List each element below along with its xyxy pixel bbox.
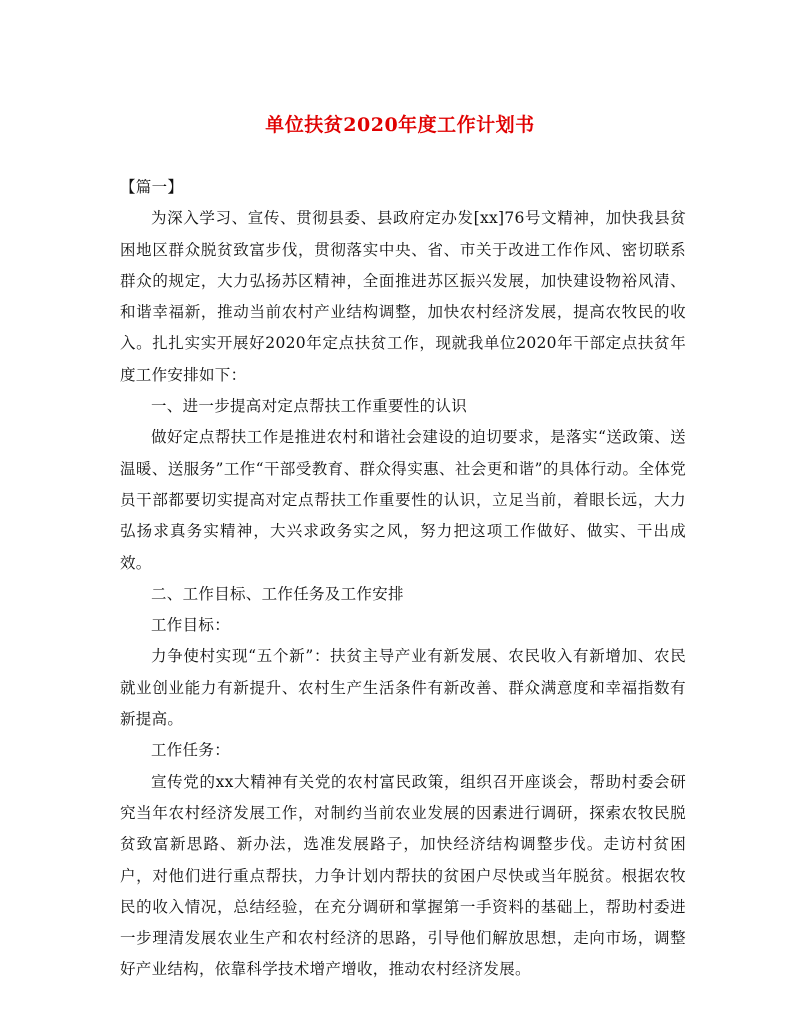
subheading-work-tasks: 工作任务： bbox=[151, 741, 231, 760]
heading-section-one: 一、进一步提高对定点帮扶工作重要性的认识 bbox=[151, 397, 468, 416]
heading-section-two: 二、工作目标、工作任务及工作安排 bbox=[151, 584, 404, 603]
document-body bbox=[120, 172, 686, 986]
paragraph-section-one: 做好定点帮扶工作是推进农村和谐社会建设的迫切要求，是落实“送政策、送温暖、送服务”工作“干部受教育、群众得实惠、社会更和谐”的具体行动。全体党员干部都要切实提高对定点帮扶工作重要性的认识，立足当前，着眼长远，大力弘扬求真务实精神，大兴求政务实之风，努力把这项工作做好、做实、干出成效。 bbox=[120, 428, 686, 572]
section-label: 【篇一】 bbox=[120, 178, 184, 196]
paragraph-intro: 为深入学习、宣传、贯彻县委、县政府定办发[xx]76号文精神，加快我县贫困地区群众脱贫致富步伐，贯彻落实中央、省、市关于改进工作作风、密切联系群众的规定，大力弘扬苏区精神，全面推进苏区振兴发展，加快建设物裕风清、和谐幸福新，推动当前农村产业结构调整，加快农村经济发展，提高农牧民的收入。扎扎实实开展好2020年定点扶贫工作，现就我单位2020年干部定点扶贫年度工作安排如下： bbox=[120, 209, 686, 384]
subheading-work-goals: 工作目标： bbox=[151, 616, 231, 635]
document-title: 单位扶贫2020年度工作计划书 bbox=[265, 114, 535, 136]
paragraph-work-tasks: 宣传党的xx大精神有关党的农村富民政策，组织召开座谈会，帮助村委会研究当年农村经济发展工作，对制约当前农业发展的因素进行调研，探索农牧民脱贫致富新思路、新办法，选准发展路子，加快经济结构调整步伐。走访村贫困户，对他们进行重点帮扶，力争计划内帮扶的贫困户尽快或当年脱贫。根据农牧民的收入情况，总结经验，在充分调研和掌握第一手资料的基础上，帮助村委进一步理清发展农业生产和农村经济的思路，引导他们解放思想，走向市场，调整好产业结构，依靠科学技术增产增收，推动农村经济发展。 bbox=[120, 772, 686, 979]
paragraph-work-goals: 力争使村实现“五个新”：扶贫主导产业有新发展、农民收入有新增加、农民就业创业能力有新提升、农村生产生活条件有新改善、群众满意度和幸福指数有新提高。 bbox=[120, 647, 686, 729]
